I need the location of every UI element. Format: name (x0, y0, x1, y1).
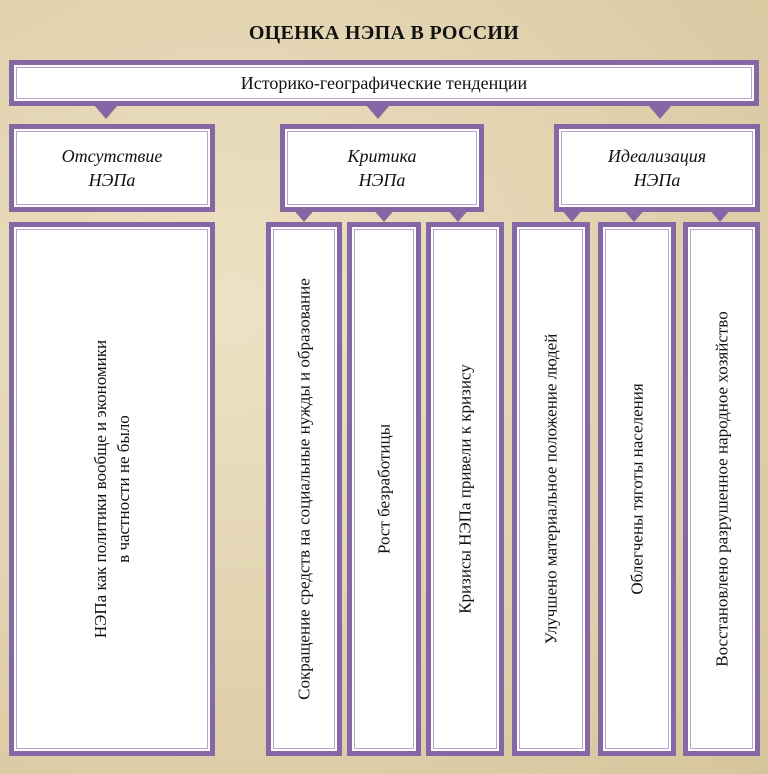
arrow-root-to-absence (94, 105, 118, 119)
arrow-idealization-to-col-6 (622, 208, 646, 222)
column-text: Восстановлено разрушенное народное хозяйство (712, 311, 731, 667)
arrow-criticism-to-col-2 (292, 208, 316, 222)
column-idealization-2 (598, 222, 676, 756)
arrow-criticism-to-col-3 (372, 208, 396, 222)
category-absence-label: Отсутствие НЭПа (61, 146, 163, 190)
root-node (9, 60, 759, 106)
category-idealization (554, 124, 760, 212)
column-idealization-3 (683, 222, 760, 756)
column-text: Кризисы НЭПа привели к кризису (455, 364, 475, 614)
column-criticism-2 (347, 222, 421, 756)
column-idealization-1 (512, 222, 590, 756)
category-criticism (280, 124, 484, 212)
arrow-root-to-idealization (648, 105, 672, 119)
arrow-root-to-criticism (366, 105, 390, 119)
arrow-criticism-to-col-4 (446, 208, 470, 222)
root-node-label: Историко-географические тенденции (240, 72, 528, 93)
arrow-idealization-to-col-7 (708, 208, 732, 222)
column-absence-1 (9, 222, 215, 756)
diagram-title: ОЦЕНКА НЭПА В РОССИИ (248, 22, 520, 44)
column-text: НЭПа как политики вообще и экономики в частности не было (91, 339, 133, 639)
column-text: Улучшено материальное положение людей (541, 333, 561, 645)
column-criticism-3 (426, 222, 504, 756)
column-text: Сокращение средств на социальные нужды и образование (294, 278, 314, 700)
arrow-idealization-to-col-5 (560, 208, 584, 222)
category-absence (9, 124, 215, 212)
column-text: Рост безработицы (374, 423, 394, 555)
category-idealization-label: Идеализация НЭПа (607, 146, 707, 190)
category-criticism-label: Критика НЭПа (347, 146, 417, 190)
column-criticism-1 (266, 222, 342, 756)
column-text: Облегчены тяготы населения (627, 383, 647, 595)
